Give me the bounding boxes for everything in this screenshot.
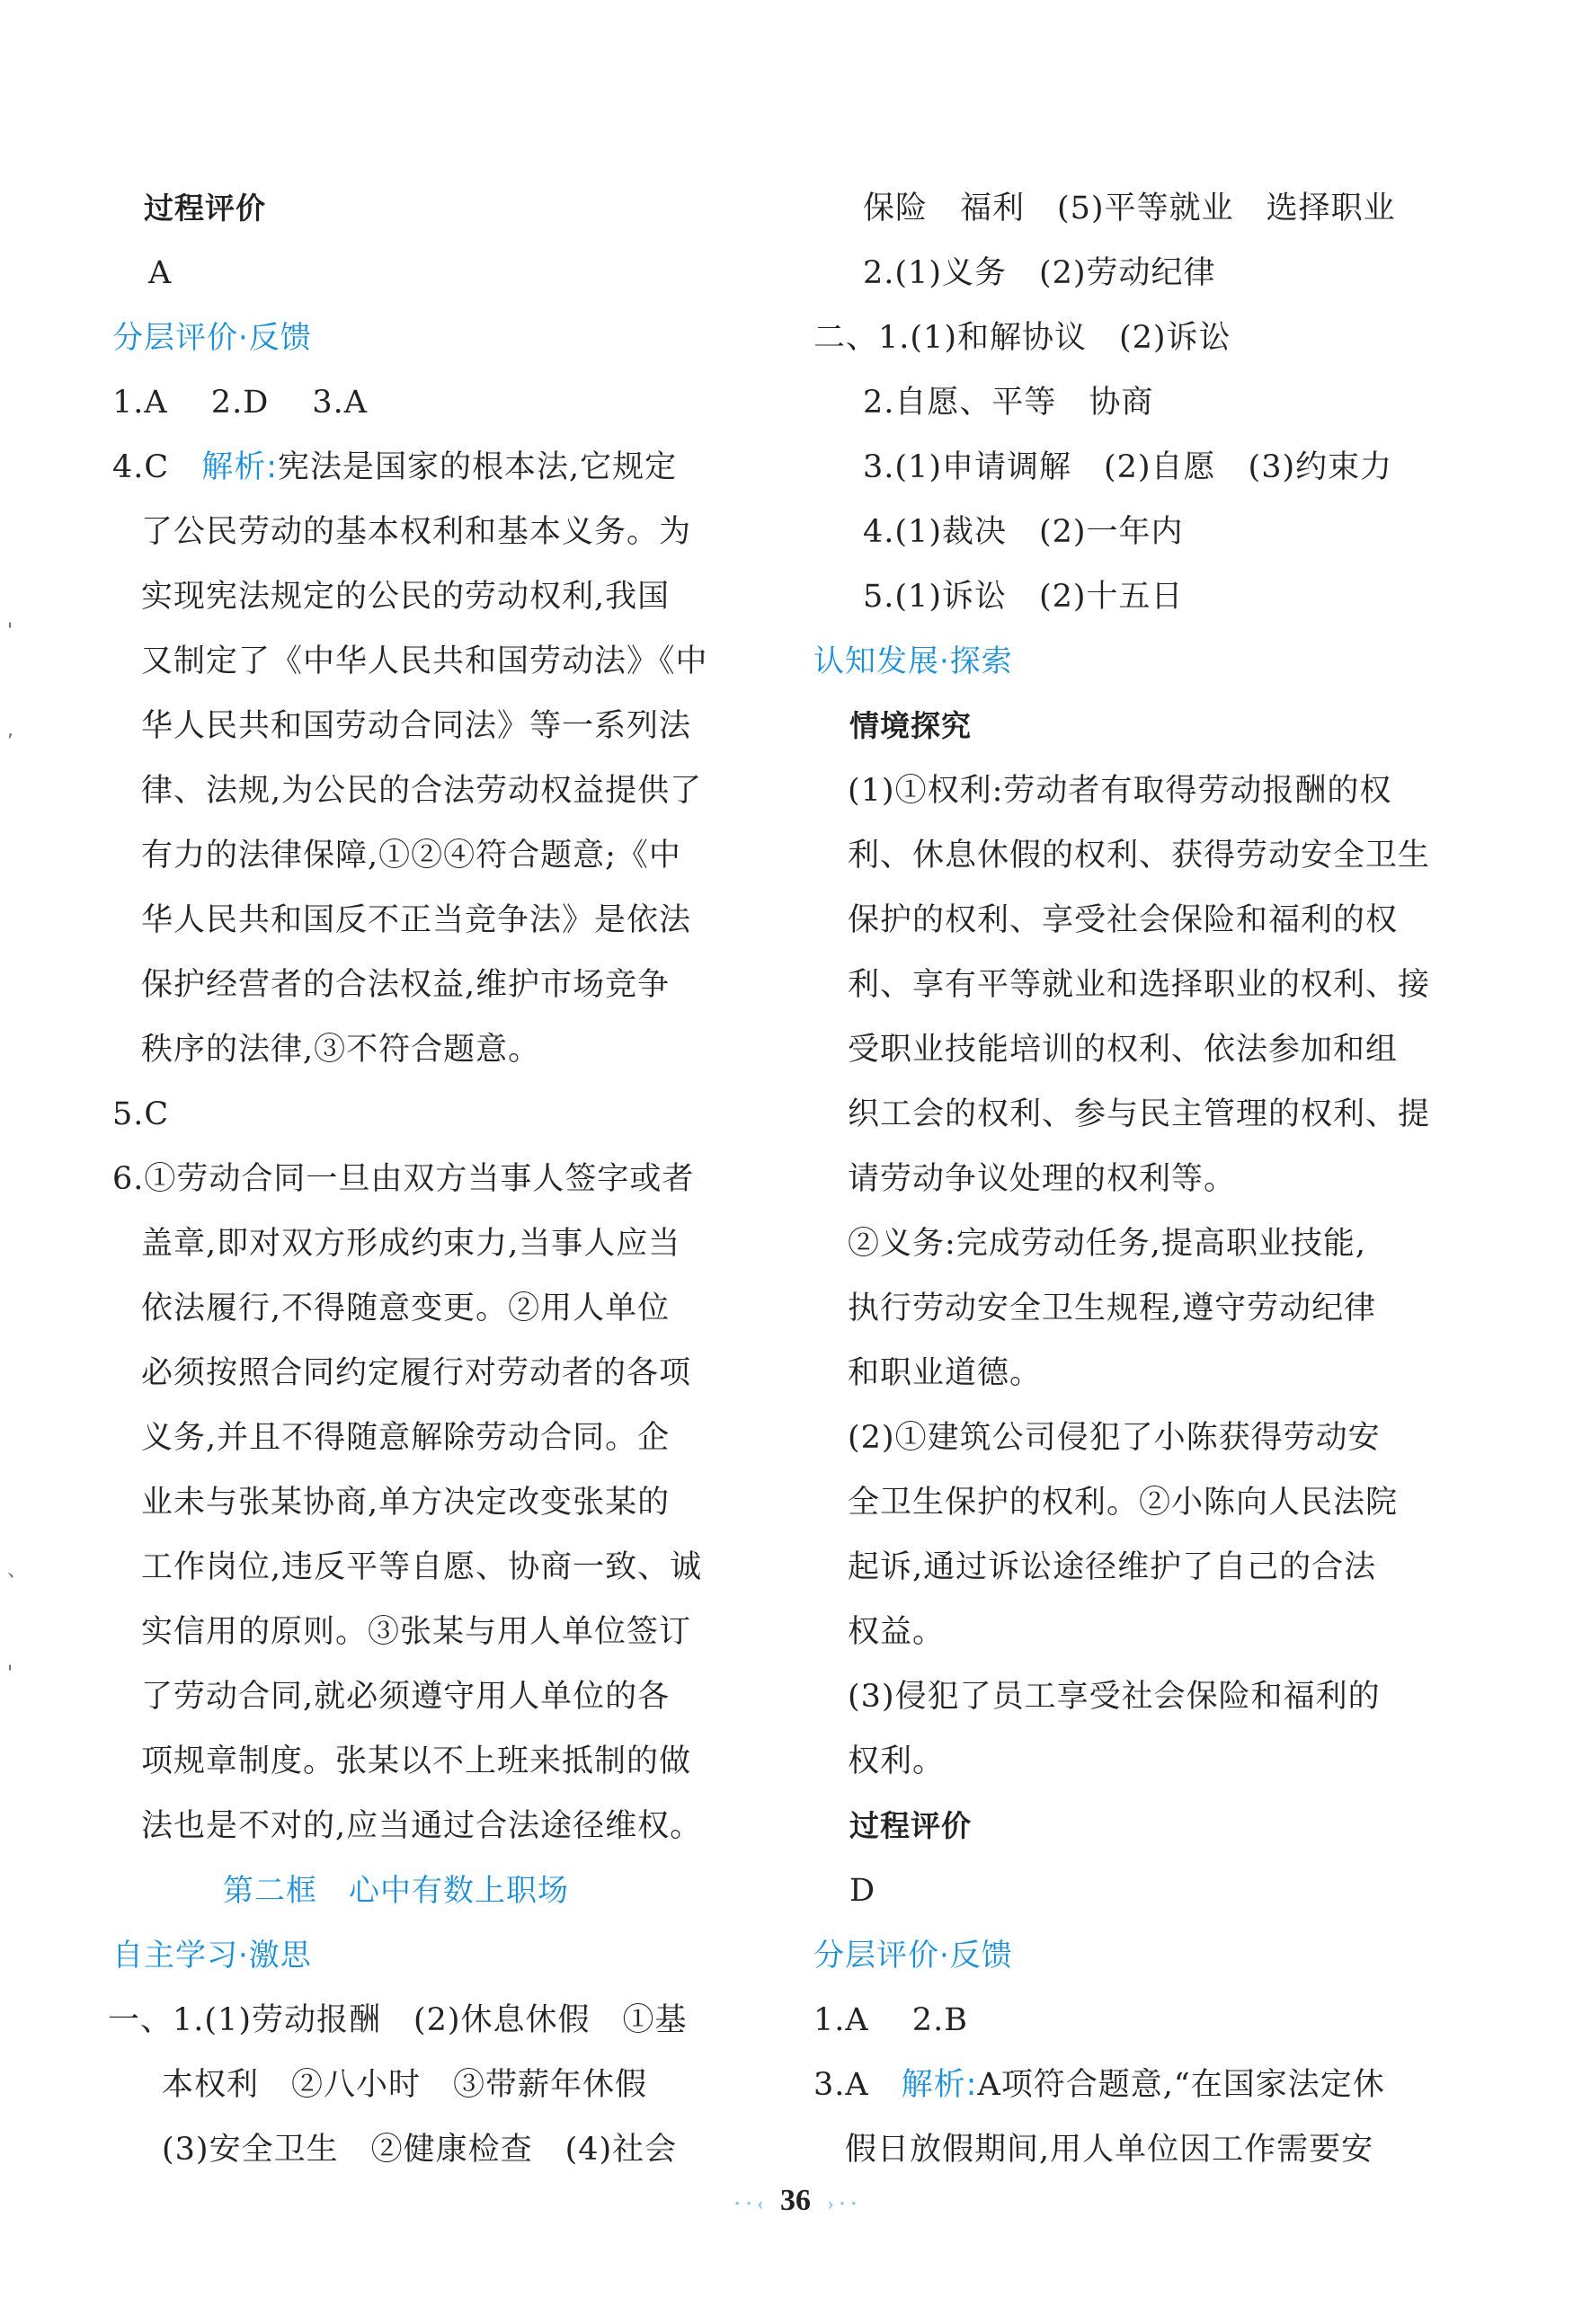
sub-heading: 过程评价 bbox=[849, 1808, 972, 1843]
margin-mark: ' bbox=[7, 1663, 13, 1685]
section-heading: 第二框 心中有数上职场 bbox=[223, 1873, 569, 1909]
answer-line-with-analysis bbox=[112, 435, 677, 500]
text-line: 一、1.(1)劳动报酬 (2)休息休假 ①基 bbox=[108, 2002, 688, 2038]
text-line: 5.C bbox=[112, 1096, 170, 1132]
margin-mark: ' bbox=[7, 620, 13, 643]
sub-heading: 情境探究 bbox=[849, 708, 972, 743]
text-line: 实现宪法规定的公民的劳动权利,我国 bbox=[141, 579, 671, 615]
section-heading: 分层评价·反馈 bbox=[813, 1938, 1013, 1974]
text-line: 权利。 bbox=[848, 1743, 946, 1779]
text-line: (1)①权利:劳动者有取得劳动报酬的权 bbox=[848, 773, 1392, 809]
text-line: 工作岗位,违反平等自愿、协商一致、诚 bbox=[141, 1549, 703, 1585]
text-line: 盖章,即对双方形成约束力,当事人应当 bbox=[141, 1226, 681, 1262]
margin-mark: 、 bbox=[7, 1559, 28, 1582]
text-line: 项规章制度。张某以不上班来抵制的做 bbox=[141, 1743, 692, 1779]
section-heading: 分层评价·反馈 bbox=[112, 320, 312, 356]
text-line: 和职业道德。 bbox=[848, 1355, 1043, 1391]
sub-heading: 过程评价 bbox=[144, 191, 266, 226]
text-line: 必须按照合同约定履行对劳动者的各项 bbox=[141, 1355, 692, 1391]
analysis-tag: 解析: bbox=[901, 2067, 978, 2103]
text-line: 华人民共和国反不正当竞争法》是依法 bbox=[141, 902, 692, 938]
text-line: 4.(1)裁决 (2)一年内 bbox=[863, 514, 1184, 550]
text-line: 假日放假期间,用人单位因工作需要安 bbox=[845, 2132, 1374, 2168]
text-line: 了公民劳动的基本权利和基本义务。为 bbox=[141, 514, 692, 550]
text-line: 5.(1)诉讼 (2)十五日 bbox=[863, 579, 1184, 615]
answer-label: 4.C bbox=[112, 449, 202, 485]
text-line: 二、1.(1)和解协议 (2)诉讼 bbox=[813, 320, 1231, 356]
text-line: (3)安全卫生 ②健康检查 (4)社会 bbox=[162, 2132, 678, 2168]
text-line: 秩序的法律,③不符合题意。 bbox=[141, 1032, 541, 1068]
analysis-text: A项符合题意,“在国家法定休 bbox=[977, 2067, 1385, 2103]
analysis-tag: 解析: bbox=[201, 449, 278, 485]
text-line: 业未与张某协商,单方决定改变张某的 bbox=[141, 1485, 671, 1521]
text-line: A bbox=[148, 255, 173, 291]
text-line: 利、享有平等就业和选择职业的权利、接 bbox=[848, 967, 1431, 1003]
text-line: 律、法规,为公民的合法劳动权益提供了 bbox=[141, 773, 703, 809]
text-line: 受职业技能培训的权利、依法参加和组 bbox=[848, 1032, 1399, 1068]
text-line: 3.(1)申请调解 (2)自愿 (3)约束力 bbox=[863, 449, 1393, 485]
text-line: 6.①劳动合同一旦由双方当事人签字或者 bbox=[112, 1161, 695, 1197]
text-line: D bbox=[849, 1873, 876, 1909]
text-line: 权益。 bbox=[848, 1614, 946, 1650]
text-line: 请劳动争议处理的权利等。 bbox=[848, 1161, 1237, 1197]
text-line: 织工会的权利、参与民主管理的权利、提 bbox=[848, 1096, 1431, 1132]
section-heading: 认知发展·探索 bbox=[813, 643, 1013, 679]
text-line: 实信用的原则。③张某与用人单位签订 bbox=[141, 1614, 692, 1650]
text-line: 法也是不对的,应当通过合法途径维权。 bbox=[141, 1808, 703, 1844]
text-line: 起诉,通过诉讼途径维护了自己的合法 bbox=[848, 1549, 1377, 1585]
text-line: 1.A 2.B bbox=[813, 2002, 968, 2038]
margin-mark: , bbox=[7, 719, 13, 741]
text-line: 2.自愿、平等 协商 bbox=[863, 385, 1154, 421]
text-line: 有力的法律保障,①②④符合题意;《中 bbox=[141, 838, 681, 874]
text-line: 保护经营者的合法权益,维护市场竞争 bbox=[141, 967, 671, 1003]
text-line: 义务,并且不得随意解除劳动合同。企 bbox=[141, 1420, 671, 1456]
text-line: 利、休息休假的权利、获得劳动安全卫生 bbox=[848, 838, 1431, 874]
text-line: 保险 福利 (5)平等就业 选择职业 bbox=[863, 191, 1396, 226]
text-line: ②义务:完成劳动任务,提高职业技能, bbox=[848, 1226, 1367, 1262]
text-line: (3)侵犯了员工享受社会保险和福利的 bbox=[848, 1679, 1381, 1715]
dots-decoration-left: · · ‹ bbox=[733, 2192, 764, 2214]
text-line: 又制定了《中华人民共和国劳动法》《中 bbox=[141, 643, 708, 679]
text-line: 华人民共和国劳动合同法》等一系列法 bbox=[141, 708, 692, 744]
text-line: 全卫生保护的权利。②小陈向人民法院 bbox=[848, 1485, 1399, 1521]
text-line: 依法履行,不得随意变更。②用人单位 bbox=[141, 1291, 671, 1326]
dots-decoration-right: › · · bbox=[827, 2192, 858, 2214]
text-line: 本权利 ②八小时 ③带薪年休假 bbox=[162, 2067, 648, 2103]
text-line: 执行劳动安全卫生规程,遵守劳动纪律 bbox=[848, 1291, 1377, 1326]
analysis-text: 宪法是国家的根本法,它规定 bbox=[277, 449, 678, 485]
text-line: (2)①建筑公司侵犯了小陈获得劳动安 bbox=[848, 1420, 1381, 1456]
section-heading: 自主学习·激思 bbox=[112, 1938, 312, 1974]
text-line: 了劳动合同,就必须遵守用人单位的各 bbox=[141, 1679, 671, 1715]
answer-label: 3.A bbox=[813, 2067, 902, 2103]
text-line: 保护的权利、享受社会保险和福利的权 bbox=[848, 902, 1399, 938]
answer-line-with-analysis bbox=[813, 2053, 1385, 2117]
page-number-text: 36 bbox=[780, 2184, 811, 2217]
page-number bbox=[0, 2184, 1591, 2218]
text-line: 1.A 2.D 3.A bbox=[112, 385, 369, 421]
text-line: 2.(1)义务 (2)劳动纪律 bbox=[863, 255, 1216, 291]
